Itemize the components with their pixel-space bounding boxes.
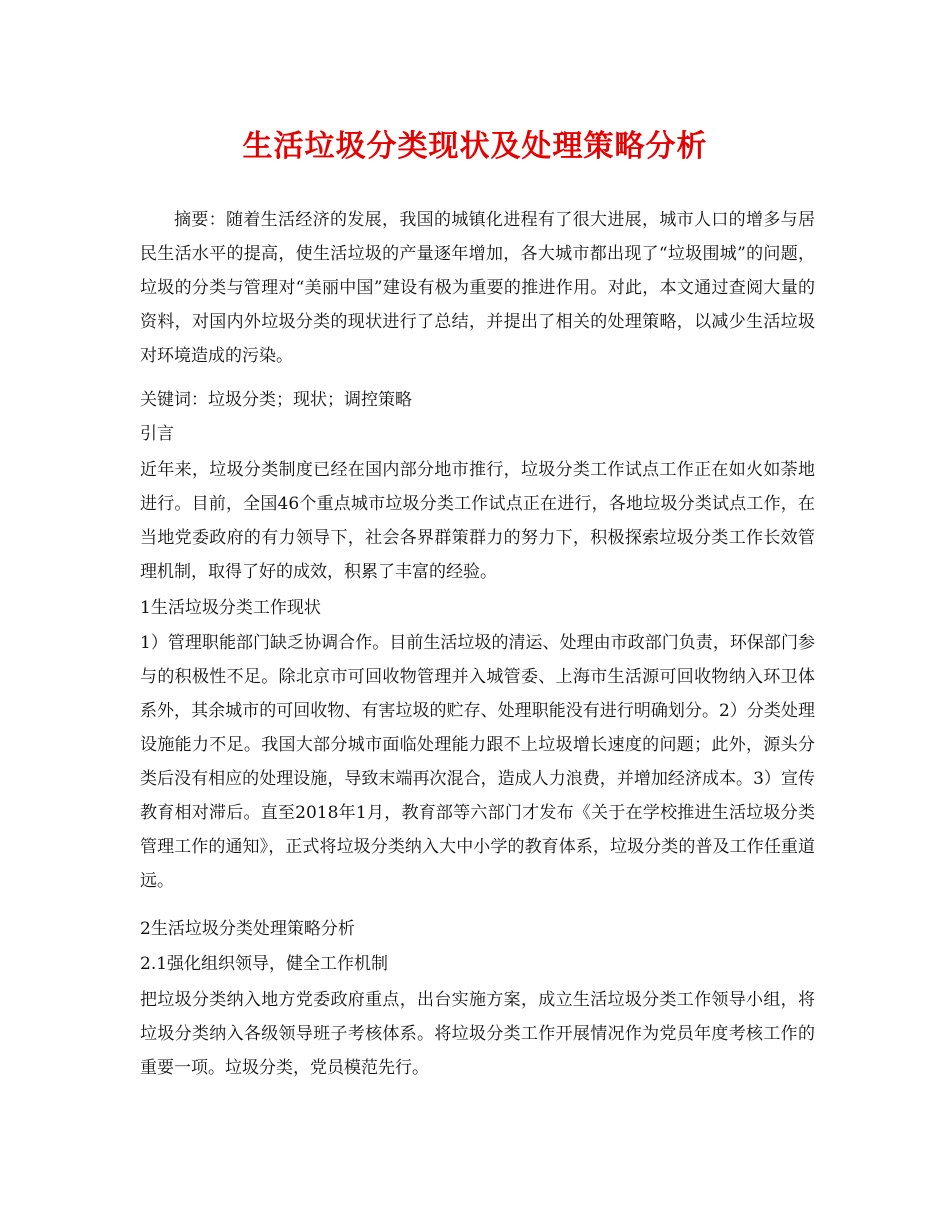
section2-heading: 2生活垃圾分类处理策略分析: [140, 919, 355, 939]
section2-1-paragraph: 把垃圾分类纳入地方党委政府重点，出台实施方案，成立生活垃圾分类工作领导小组，将垃圾分类纳入各级领导班子考核体系。将垃圾分类工作开展情况作为党员年度考核工作的重要一项。垃圾分类，党员模范先行。: [140, 990, 815, 1078]
intro-heading: 引言: [140, 424, 174, 444]
section2-1-heading: 2.1强化组织领导，健全工作机制: [140, 954, 389, 974]
document-title: 生活垃圾分类现状及处理策略分析: [242, 129, 708, 164]
section1-paragraph: 1）管理职能部门缺乏协调合作。目前生活垃圾的清运、处理由市政部门负责，环保部门参与的积极性不足。除北京市可回收物管理并入城管委、上海市生活源可回收物纳入环卫体系外，其余城市的可回收物、有害垃圾的贮存、处理职能没有进行明确划分。2）分类处理设施能力不足。我国大部分城市面临处理能力跟不上垃圾增长速度的问题；此外，源头分类后没有相应的处理设施，导致末端再次混合，造成人力浪费，并增加经济成本。3）宣传教育相对滞后。直至2018年1月，教育部等六部门才发布《关于在学校推进生活垃圾分类管理工作的通知》，正式将垃圾分类纳入大中小学的教育体系，垃圾分类的普及工作任重道远。: [140, 633, 815, 891]
abstract-paragraph: 摘要：随着生活经济的发展，我国的城镇化进程有了很大进展，城市人口的增多与居民生活水平的提高，使生活垃圾的产量逐年增加，各大城市都出现了“垃圾围城”的问题，垃圾的分类与管理对“美丽中国”建设有极为重要的推进作用。对此，本文通过查阅大量的资料，对国内外垃圾分类的现状进行了总结，并提出了相关的处理策略，以减少生活垃圾对环境造成的污染。: [140, 210, 815, 366]
intro-paragraph: 近年来，垃圾分类制度已经在国内部分地市推行，垃圾分类工作试点工作正在如火如荼地进行。目前，全国46个重点城市垃圾分类工作试点正在进行，各地垃圾分类试点工作，在当地党委政府的有力领导下，社会各界群策群力的努力下，积极探索垃圾分类工作长效管理机制，取得了好的成效，积累了丰富的经验。: [140, 460, 815, 582]
section1-heading: 1生活垃圾分类工作现状: [140, 598, 321, 618]
keywords-line: 关键词：垃圾分类；现状；调控策略: [140, 390, 412, 410]
